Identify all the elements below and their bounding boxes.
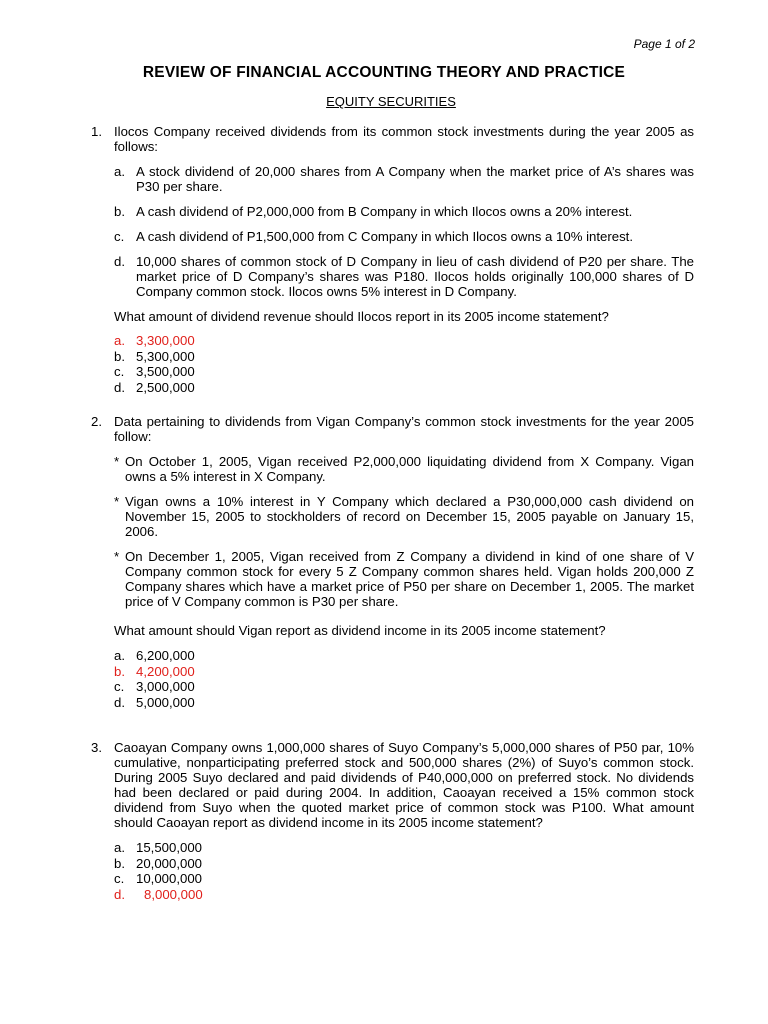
dividend-item [114, 164, 694, 194]
choice-value: 3,500,000 [136, 364, 195, 379]
answer-choice-correct [114, 664, 694, 680]
item-text: A cash dividend of P2,000,000 from B Company in which Ilocos owns a 20% interest. [136, 204, 633, 219]
choice-label: d. [114, 886, 125, 902]
choice-label: a. [114, 648, 125, 663]
choice-value: 10,000,000 [136, 871, 203, 886]
question-prompt: What amount of dividend revenue should Ilocos report in its 2005 income statement? [114, 309, 609, 324]
bullet-mark: * [114, 549, 120, 564]
bullet-text: Vigan owns a 10% interest in Y Company which declared a P30,000,000 cash dividend on November 15, 2005 to stockholders of record on December 15, 2005 payable on January 15, 2006. [125, 494, 694, 539]
choice-value: 3,300,000 [136, 333, 195, 348]
item-text: 10,000 shares of common stock of D Company in lieu of cash dividend of P20 per share. The market price of D Company’s shares was P180. Ilocos holds originally 100,000 shares of D Company common stock. Ilocos owns 5% interest in D Company. [136, 254, 694, 299]
choice-label: a. [114, 333, 125, 348]
question-list [91, 124, 694, 902]
choice-label: b. [114, 348, 125, 364]
bullet-mark: * [114, 494, 120, 509]
item-text: A cash dividend of P1,500,000 from C Company in which Ilocos owns a 10% interest. [136, 229, 633, 244]
answer-choice [114, 679, 694, 695]
question-stem: Caoayan Company owns 1,000,000 shares of Suyo Company’s 5,000,000 shares of P50 par, 10% cumulative, nonparticipating preferred stock and 500,000 shares (2%) of Suyo’s common stock. During 2005 Suyo declared and paid dividends of P40,000,000 on preferred stock. No dividends had been declared or paid during 2004. In addition, Caoayan received a 15% common stock dividend from Suyo when the quoted market price of common stock was P100. What amount should Caoayan report as dividend income in its 2005 income statement? [114, 740, 694, 830]
choice-label: b. [114, 855, 125, 871]
answer-choices [114, 333, 694, 395]
item-label: c. [114, 229, 125, 244]
question-prompt: What amount should Vigan report as dividend income in its 2005 income statement? [114, 623, 606, 638]
answer-choice [114, 695, 694, 711]
choice-label: c. [114, 364, 125, 379]
item-label: d. [114, 254, 125, 269]
item-text: A stock dividend of 20,000 shares from A Company when the market price of A’s shares was P30 per share. [136, 164, 694, 194]
choice-label: d. [114, 379, 125, 395]
dividend-bullet [114, 549, 694, 609]
choice-value: 15,500,000 [136, 840, 203, 855]
question-number: 2. [91, 414, 102, 429]
answer-choice [114, 871, 694, 887]
dividend-item [114, 229, 694, 244]
choice-label: a. [114, 840, 125, 855]
answer-choices [114, 648, 694, 710]
answer-choice [114, 364, 694, 380]
choice-value: 5,300,000 [136, 348, 195, 364]
choice-label: d. [114, 694, 125, 710]
choice-value: 20,000,000 [136, 855, 203, 871]
choice-value: 6,200,000 [136, 648, 195, 663]
document-title: REVIEW OF FINANCIAL ACCOUNTING THEORY AND PRACTICE [142, 64, 626, 81]
page-number: Page 1 of 2 [633, 37, 695, 51]
choice-label: c. [114, 679, 125, 694]
dividend-bullet [114, 494, 694, 539]
item-label: b. [114, 204, 125, 219]
choice-value: 2,500,000 [136, 379, 195, 395]
answer-choice-correct [114, 887, 694, 903]
question-number: 1. [91, 124, 102, 139]
bullet-mark: * [114, 454, 120, 469]
bullet-text: On October 1, 2005, Vigan received P2,000,000 liquidating dividend from X Company. Vigan owns a 5% interest in X Company. [125, 454, 694, 484]
question-1 [91, 124, 694, 395]
question-3 [91, 740, 694, 902]
answer-choice-correct [114, 333, 694, 349]
question-stem: Data pertaining to dividends from Vigan Company’s common stock investments for the year 2005 follow: [114, 414, 694, 444]
item-label: a. [114, 164, 125, 179]
choice-value: 8,000,000 [144, 886, 203, 902]
question-stem: Ilocos Company received dividends from its common stock investments during the year 2005 as follows: [114, 124, 694, 154]
choice-value: 5,000,000 [136, 694, 195, 710]
answer-choice [114, 349, 694, 365]
choice-value: 4,200,000 [136, 663, 195, 679]
answer-choice [114, 380, 694, 396]
dividend-item [114, 204, 694, 219]
question-number: 3. [91, 740, 102, 755]
bullet-text: On December 1, 2005, Vigan received from Z Company a dividend in kind of one share of V Company common stock for every 5 Z Company common shares held. Vigan holds 200,000 Z Company shares which have a market price of P50 per share on December 1, 2005. The market price of V Company common is P30 per share. [125, 549, 694, 609]
dividend-bullet [114, 454, 694, 484]
dividend-item [114, 254, 694, 299]
answer-choice [114, 856, 694, 872]
answer-choice [114, 648, 694, 664]
choice-label: b. [114, 663, 125, 679]
choice-label: c. [114, 871, 125, 886]
answer-choice [114, 840, 694, 856]
section-subtitle: EQUITY SECURITIES [326, 94, 456, 109]
question-2 [91, 414, 694, 710]
choice-value: 3,000,000 [136, 679, 195, 694]
answer-choices [114, 840, 694, 902]
